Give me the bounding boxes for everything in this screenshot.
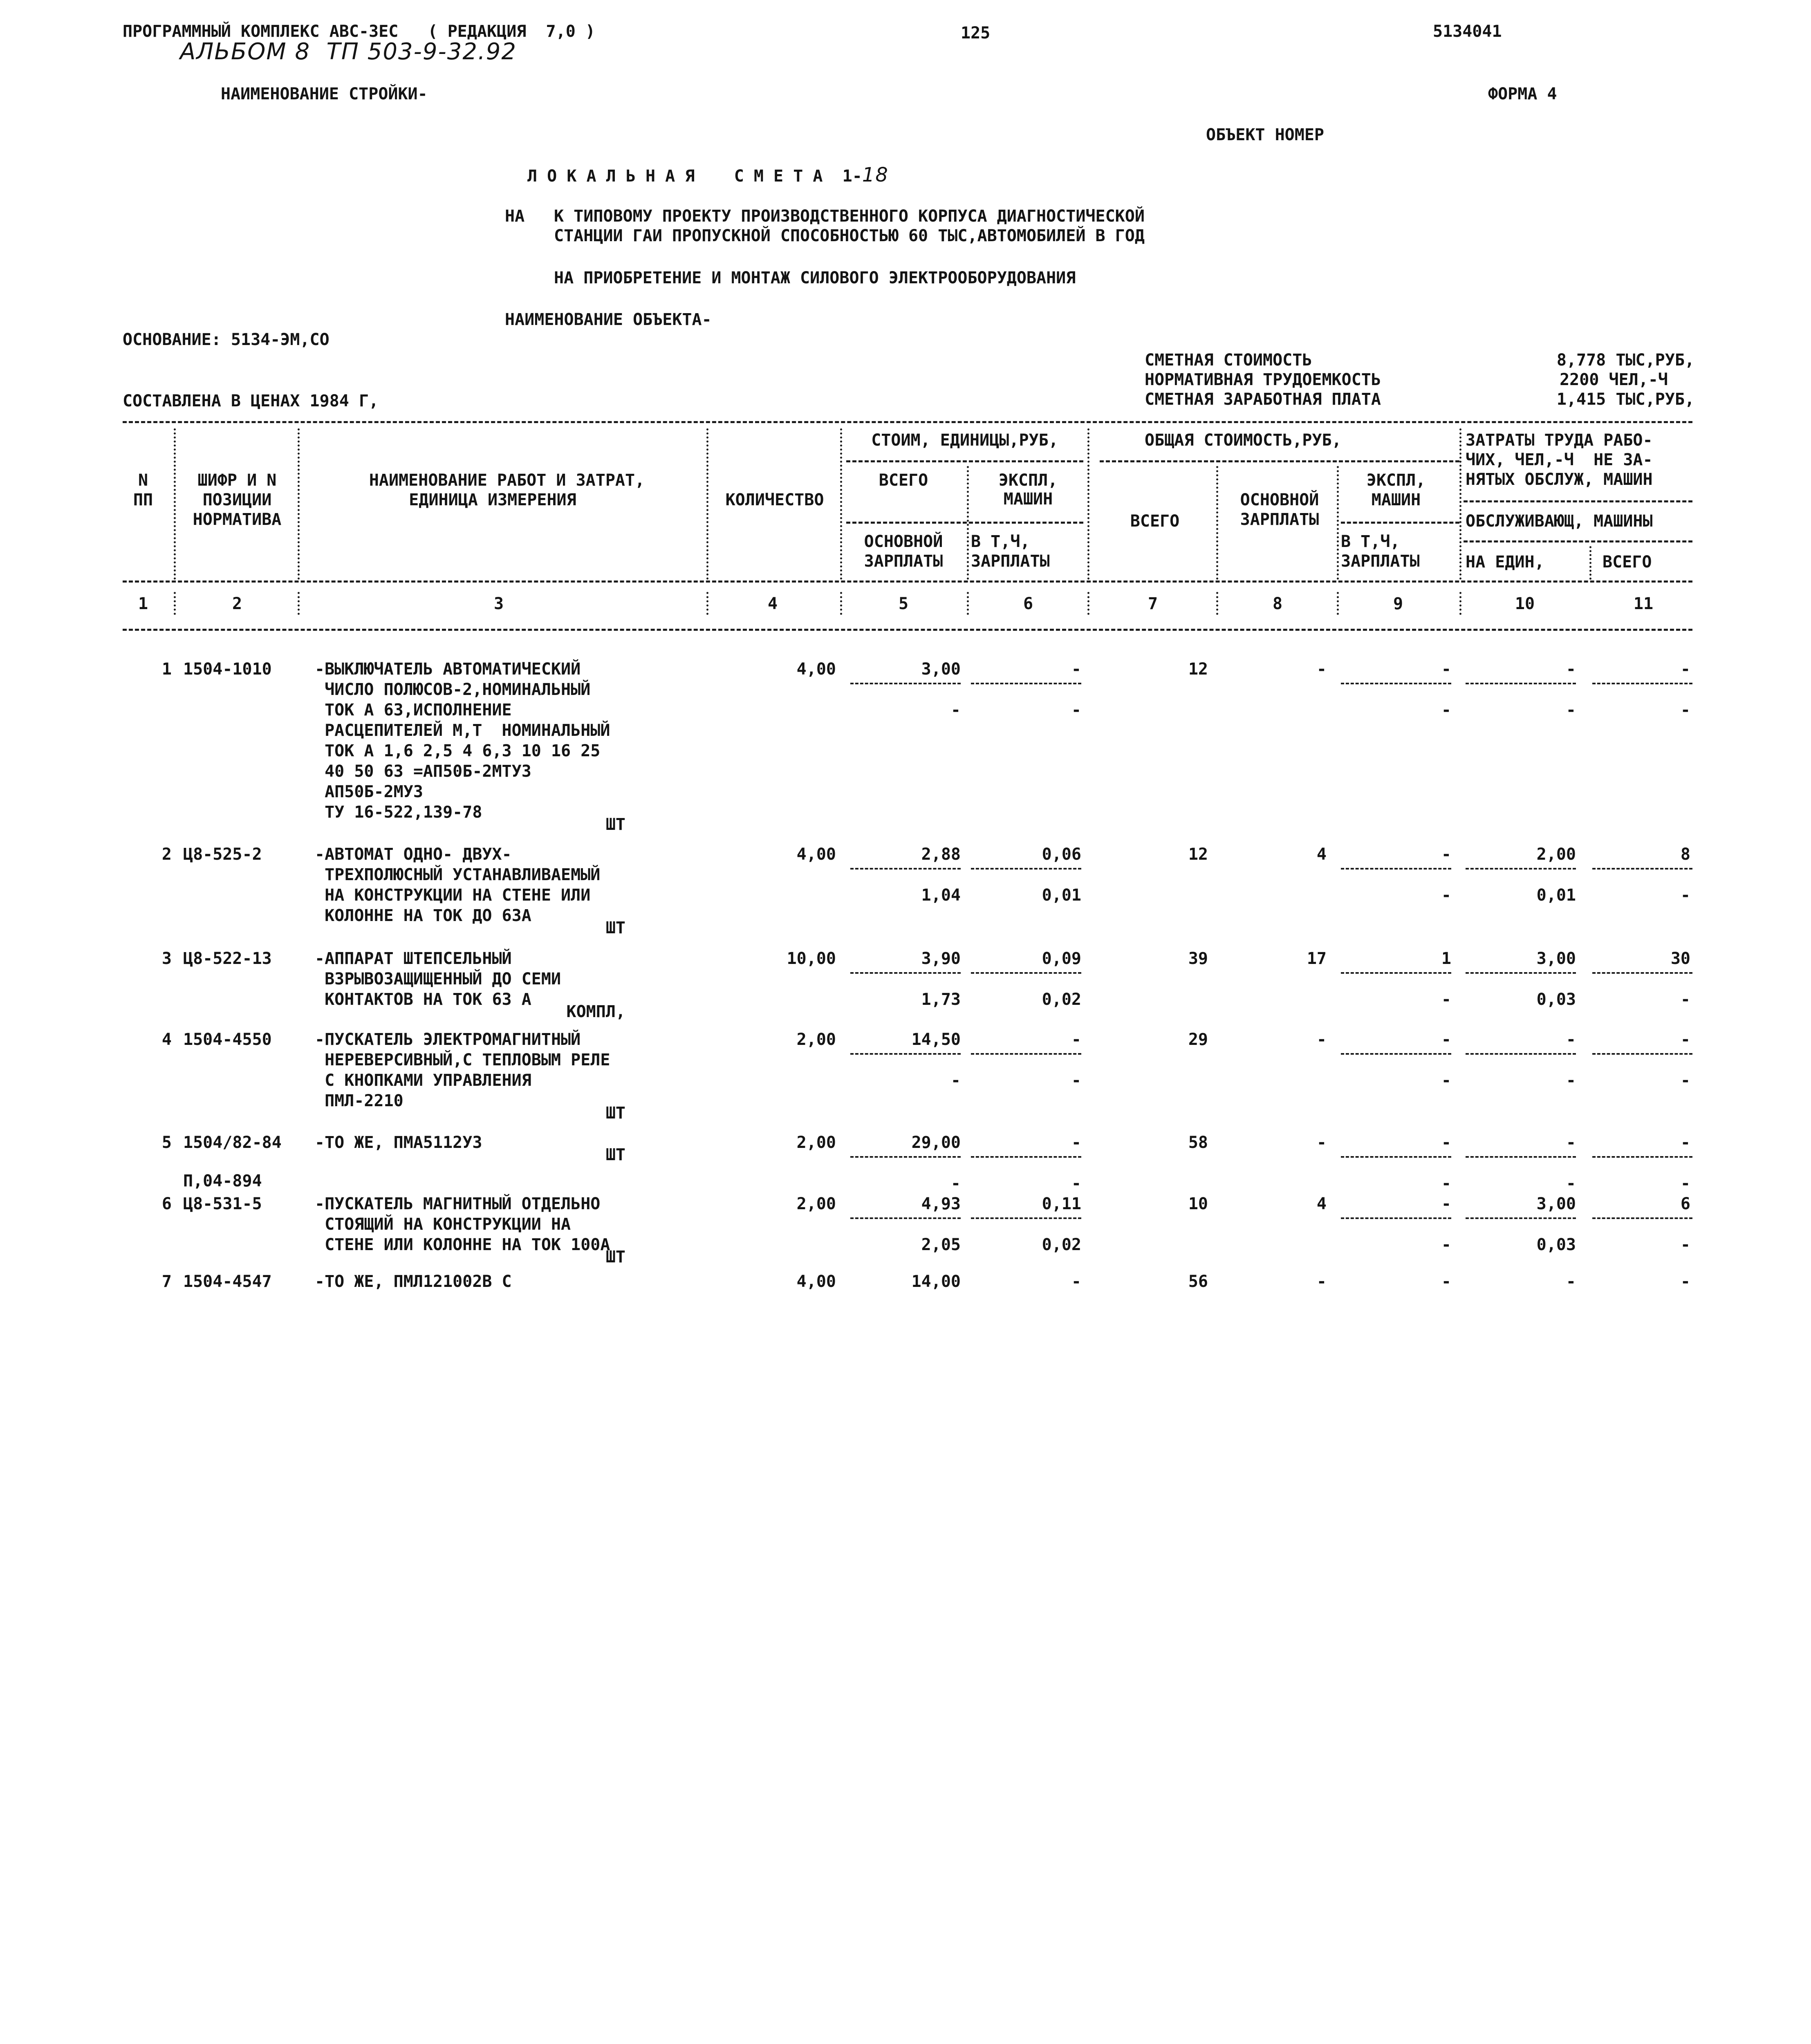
col-n-label: N [138,471,148,490]
row-c11: - [1680,1133,1690,1152]
row-name-line: АП50Б-2МУ3 [315,782,423,801]
row-c9b: - [1441,701,1451,719]
row-c11b: - [1680,886,1690,905]
row-c9b: - [1441,1174,1451,1193]
col-tc-basic-label-2: ЗАРПЛАТЫ [1240,510,1319,529]
col-labor-unit-label: НА ЕДИН, [1466,553,1544,572]
row-c11b: - [1680,1235,1690,1254]
title-line-2: СТАНЦИИ ГАИ ПРОПУСКНОЙ СПОСОБНОСТЬЮ 60 ТЫС,АВТОМОБИЛЕЙ В ГОД [554,226,1145,245]
row-c11: 8 [1680,845,1690,864]
col-sep [1087,592,1089,615]
row-c5: 3,00 [921,660,961,679]
row-quantity: 2,00 [796,1195,836,1213]
cell-underline [850,683,961,684]
row-code: Ц8-531-5 [183,1195,262,1213]
row-c11: - [1680,1272,1690,1291]
row-c5: 14,00 [911,1272,961,1291]
row-code: Ц8-522-13 [183,949,272,968]
row-name-line: НА КОНСТРУКЦИИ НА СТЕНЕ ИЛИ [315,886,591,905]
col-sep [174,428,176,580]
col-sep [1337,466,1339,580]
row-name-line: ТОК А 1,6 2,5 4 6,3 10 16 25 [315,742,601,760]
form-label: ФОРМА 4 [1488,85,1557,103]
col-code-label-2: ПОЗИЦИИ [202,491,272,509]
row-c11: 30 [1670,949,1690,968]
col-tc-expl-label: ЭКСПЛ, [1366,471,1426,490]
row-c11b: - [1680,1071,1690,1090]
row-c9: - [1441,1195,1451,1213]
row-name-line: -ТО ЖЕ, ПМЛ121002В С [315,1272,512,1291]
row-c6b: - [1071,701,1081,719]
col-sep [1087,428,1089,580]
col-sep [1459,592,1461,615]
row-c5: 14,50 [911,1030,961,1049]
tc-sub-rule-2 [1341,522,1459,524]
row-name-line: ТРЕХПОЛЮСНЫЙ УСТАНАВЛИВАЕМЫЙ [315,865,601,884]
row-c10: 3,00 [1536,949,1576,968]
summary-value-labor: 2200 ЧЕЛ,-Ч [1560,370,1668,389]
col-number: 9 [1393,594,1403,613]
row-name-line: ПМЛ-2210 [315,1091,403,1110]
cell-underline [1466,683,1576,684]
row-c11: - [1680,660,1690,679]
row-unit: ШТ [605,1104,625,1123]
row-code: Ц8-525-2 [183,845,262,864]
header-mid-rule [123,580,1692,583]
price-basis-line: СОСТАВЛЕНА В ЦЕНАХ 1984 Г, [123,392,379,410]
col-total-cost-label: ОБЩАЯ СТОИМОСТЬ,РУБ, [1145,431,1342,450]
row-c6: - [1071,660,1081,679]
row-c6b: - [1071,1174,1081,1193]
col-sep [1459,428,1461,580]
cell-underline [971,972,1081,974]
labor-sub-rule-2 [1464,540,1692,542]
row-unit: ШТ [605,919,625,937]
row-c11b: - [1680,990,1690,1009]
row-c9: - [1441,1133,1451,1152]
row-c8: - [1316,1133,1327,1152]
row-name-line: -ПУСКАТЕЛЬ ЭЛЕКТРОМАГНИТНЫЙ [315,1030,581,1049]
row-c9: - [1441,845,1451,864]
summary-label-cost: СМЕТНАЯ СТОИМОСТЬ [1145,351,1312,370]
row-unit: ШТ [605,1248,625,1266]
title-line-3: НА ПРИОБРЕТЕНИЕ И МОНТАЖ СИЛОВОГО ЭЛЕКТРООБОРУДОВАНИЯ [554,269,1076,287]
cell-underline [971,683,1081,684]
row-unit: КОМПЛ, [566,1002,625,1021]
cell-underline [1341,972,1451,974]
cell-underline [1341,868,1451,870]
col-code-label: ШИФР И N [197,471,277,490]
row-c9b: - [1441,886,1451,905]
row-name-line: ВЗРЫВОЗАЩИЩЕННЫЙ ДО СЕМИ [315,970,561,988]
row-quantity: 4,00 [796,1272,836,1291]
cell-underline [1466,1156,1576,1158]
summary-label-labor: НОРМАТИВНАЯ ТРУДОЕМКОСТЬ [1145,370,1381,389]
row-name-line: -ВЫКЛЮЧАТЕЛЬ АВТОМАТИЧЕСКИЙ [315,660,581,679]
cell-underline [1466,972,1576,974]
cell-underline [971,868,1081,870]
col-n-label-2: ПП [133,491,153,509]
title-na: НА [505,207,525,226]
cell-underline [850,972,961,974]
cell-underline [1341,683,1451,684]
row-c10: 2,00 [1536,845,1576,864]
row-c10b: - [1566,1071,1576,1090]
cell-underline [1592,1217,1692,1219]
row-name-line: РАСЦЕПИТЕЛЕЙ М,Т НОМИНАЛЬНЫЙ [315,721,610,740]
col-sep [1337,592,1339,615]
row-c10: - [1566,660,1576,679]
basis-line: ОСНОВАНИЕ: 5134-ЭМ,СО [123,330,329,349]
summary-value-wages: 1,415 ТЫС,РУБ, [1556,390,1694,409]
col-number: 5 [898,594,909,613]
col-sep [174,592,176,615]
col-code-label-3: НОРМАТИВА [193,510,282,529]
cell-underline [1592,1053,1692,1055]
row-c8: - [1316,1030,1327,1049]
tc-sub-rule [1100,460,1459,462]
col-number: 10 [1515,594,1535,613]
col-number: 6 [1023,594,1033,613]
album-handwritten-note: АЛЬБОМ 8 ТП 503-9-32.92 [180,38,517,65]
cell-underline [850,1156,961,1158]
col-sep [706,592,708,615]
row-name-line: 40 50 63 =АП50Б-2МТУ3 [315,762,531,781]
cell-underline [1341,1053,1451,1055]
object-name-label: НАИМЕНОВАНИЕ ОБЪЕКТА- [505,310,712,329]
row-code: 1504-4547 [183,1272,272,1291]
row-number: 2 [161,845,172,864]
row-c7: 12 [1188,845,1208,864]
row-c8: 4 [1316,845,1327,864]
row-number: 3 [161,949,172,968]
col-name-label: НАИМЕНОВАНИЕ РАБОТ И ЗАТРАТ, [369,471,645,490]
cell-underline [971,1053,1081,1055]
col-uc-expl-label-2: МАШИН [1003,490,1053,509]
row-c6b: - [1071,1071,1081,1090]
row-c9b: - [1441,990,1451,1009]
row-c8: 4 [1316,1195,1327,1213]
col-labor-label: ЗАТРАТЫ ТРУДА РАБО- [1466,431,1653,450]
col-uc-incl-label-2: ЗАРПЛАТЫ [971,552,1050,571]
col-uc-basic-label-2: ЗАРПЛАТЫ [864,552,943,571]
col-number: 2 [232,594,242,613]
cell-underline [1592,683,1692,684]
col-sep [1216,592,1218,615]
row-code-prefix: П,04-894 [183,1172,262,1190]
row-c10: 3,00 [1536,1195,1576,1213]
row-quantity: 2,00 [796,1133,836,1152]
col-tc-incl-label: В Т,Ч, [1341,532,1400,551]
col-sep [1589,546,1591,580]
col-sep [840,428,842,580]
row-unit: ШТ [605,815,625,834]
row-c7: 39 [1188,949,1208,968]
row-c5b: - [950,1071,961,1090]
row-quantity: 10,00 [787,949,836,968]
row-name-line: -ТО ЖЕ, ПМА5112У3 [315,1133,482,1152]
row-number: 7 [161,1272,172,1291]
row-c9: 1 [1441,949,1451,968]
construction-label: НАИМЕНОВАНИЕ СТРОЙКИ- [221,85,428,103]
row-c9: - [1441,1272,1451,1291]
summary-label-wages: СМЕТНАЯ ЗАРАБОТНАЯ ПЛАТА [1145,390,1381,409]
cell-underline [1466,868,1576,870]
cell-underline [1341,1217,1451,1219]
uc-sub-rule-2 [846,522,1083,524]
row-code: 1504-1010 [183,660,272,679]
doc-code: 5134041 [1433,22,1502,41]
row-c8: - [1316,1272,1327,1291]
col-sep [298,592,300,615]
col-number: 1 [138,594,148,613]
row-c8: 17 [1307,949,1327,968]
row-name-line: НЕРЕВЕРСИВНЫЙ,С ТЕПЛОВЫМ РЕЛЕ [315,1051,610,1069]
col-sep [298,428,300,580]
row-c8: - [1316,660,1327,679]
row-c5b: 1,73 [921,990,961,1009]
row-c11: - [1680,1030,1690,1049]
col-labor-label-2: ЧИХ, ЧЕЛ,-Ч НЕ ЗА- [1466,450,1653,469]
col-name-label-2: ЕДИНИЦА ИЗМЕРЕНИЯ [409,491,576,509]
row-c7: 12 [1188,660,1208,679]
col-number: 8 [1272,594,1283,613]
row-name-line: ТУ 16-522,139-78 [315,803,482,822]
row-c6: 0,06 [1042,845,1081,864]
row-c9: - [1441,1030,1451,1049]
col-qty-label: КОЛИЧЕСТВО [725,491,824,509]
row-c6: - [1071,1030,1081,1049]
cell-underline [850,868,961,870]
row-c10b: 0,03 [1536,990,1576,1009]
col-tc-incl-label-2: ЗАРПЛАТЫ [1341,552,1420,571]
row-name-line: СТОЯЩИЙ НА КОНСТРУКЦИИ НА [315,1215,571,1234]
row-c9b: - [1441,1071,1451,1090]
col-sep [967,466,969,580]
header-bottom-rule [123,629,1692,631]
col-tc-basic-label: ОСНОВНОЙ [1240,491,1319,509]
row-c6: - [1071,1133,1081,1152]
row-c7: 10 [1188,1195,1208,1213]
row-c5b: 1,04 [921,886,961,905]
cell-underline [971,1217,1081,1219]
row-c11: 6 [1680,1195,1690,1213]
row-c6b: 0,01 [1042,886,1081,905]
row-c5b: - [950,701,961,719]
row-name-line: -ПУСКАТЕЛЬ МАГНИТНЫЙ ОТДЕЛЬНО [315,1195,601,1213]
cell-underline [1592,868,1692,870]
cell-underline [1466,1217,1576,1219]
row-quantity: 4,00 [796,845,836,864]
row-name-line: ЧИСЛО ПОЛЮСОВ-2,НОМИНАЛЬНЫЙ [315,680,591,699]
title-line-1: К ТИПОВОМУ ПРОЕКТУ ПРОИЗВОДСТВЕННОГО КОРПУСА ДИАГНОСТИЧЕСКОЙ [554,207,1145,226]
row-code: 1504/82-84 [183,1133,282,1152]
row-c6: 0,09 [1042,949,1081,968]
header-top-rule [123,421,1692,423]
row-c6b: 0,02 [1042,1235,1081,1254]
row-number: 4 [161,1030,172,1049]
program-line: ПРОГРАММНЫЙ КОМПЛЕКС АВС-ЗЕС ( РЕДАКЦИЯ 7,0 ) [123,22,595,41]
page-number: 125 [961,24,991,43]
row-c10: - [1566,1030,1576,1049]
row-c11b: - [1680,1174,1690,1193]
row-c10b: - [1566,1174,1576,1193]
col-sep [840,592,842,615]
cell-underline [1592,972,1692,974]
row-c10: - [1566,1133,1576,1152]
row-c10b: 0,01 [1536,886,1576,905]
col-number: 4 [767,594,778,613]
col-tc-expl-label-2: МАШИН [1371,491,1421,509]
row-c10b: - [1566,701,1576,719]
summary-value-cost: 8,778 ТЫС,РУБ, [1556,351,1694,370]
col-uc-total-label: ВСЕГО [879,471,928,490]
row-number: 5 [161,1133,172,1152]
col-uc-incl-label: В Т,Ч, [971,532,1030,551]
row-c10: - [1566,1272,1576,1291]
row-name-line: КОЛОННЕ НА ТОК ДО 63А [315,906,531,925]
row-number: 6 [161,1195,172,1213]
row-c9: - [1441,660,1451,679]
estimate-heading: Л О К А Л Ь Н А Я С М Е Т А 1-18 [527,164,889,186]
col-tc-total-label: ВСЕГО [1130,512,1180,531]
col-uc-basic-label: ОСНОВНОЙ [864,532,943,551]
row-name-line: СТЕНЕ ИЛИ КОЛОННЕ НА ТОК 100А [315,1235,610,1254]
cell-underline [1341,1156,1451,1158]
cell-underline [850,1053,961,1055]
row-name-line: -АВТОМАТ ОДНО- ДВУХ- [315,845,512,864]
col-sep [1216,466,1218,580]
cell-underline [971,1156,1081,1158]
labor-sub-rule [1464,500,1692,502]
col-uc-expl-label: ЭКСПЛ, [998,471,1058,490]
row-name-line: С КНОПКАМИ УПРАВЛЕНИЯ [315,1071,531,1090]
row-c5: 29,00 [911,1133,961,1152]
row-unit: ШТ [605,1145,625,1164]
row-name-line: -АППАРАТ ШТЕПСЕЛЬНЫЙ [315,949,512,968]
col-sep [706,428,708,580]
row-number: 1 [161,660,172,679]
col-labor-total-label: ВСЕГО [1603,553,1652,572]
row-c6b: 0,02 [1042,990,1081,1009]
col-sep [967,592,969,615]
row-c5b: - [950,1174,961,1193]
col-labor-label-3: НЯТЫХ ОБСЛУЖ, МАШИН [1466,470,1653,489]
row-code: 1504-4550 [183,1030,272,1049]
row-quantity: 4,00 [796,660,836,679]
row-c5b: 2,05 [921,1235,961,1254]
cell-underline [850,1217,961,1219]
row-c7: 29 [1188,1030,1208,1049]
row-quantity: 2,00 [796,1030,836,1049]
row-name-line: ТОК А 63,ИСПОЛНЕНИЕ [315,701,512,719]
col-number: 11 [1633,594,1654,613]
cell-underline [1466,1053,1576,1055]
col-unit-cost-label: СТОИМ, ЕДИНИЦЫ,РУБ, [871,431,1058,450]
row-c10b: 0,03 [1536,1235,1576,1254]
row-c5: 4,93 [921,1195,961,1213]
row-c5: 3,90 [921,949,961,968]
cell-underline [1592,1156,1692,1158]
uc-sub-rule [846,460,1083,462]
object-number-label: ОБЪЕКТ НОМЕР [1206,126,1324,144]
col-number: 7 [1148,594,1158,613]
col-number: 3 [493,594,504,613]
row-c6: - [1071,1272,1081,1291]
row-c11b: - [1680,701,1690,719]
row-c5: 2,88 [921,845,961,864]
row-c9b: - [1441,1235,1451,1254]
row-c7: 56 [1188,1272,1208,1291]
row-c6: 0,11 [1042,1195,1081,1213]
row-name-line: КОНТАКТОВ НА ТОК 63 А [315,990,531,1009]
col-labor-sub-label: ОБСЛУЖИВАЮЩ, МАШИНЫ [1466,512,1653,531]
row-c7: 58 [1188,1133,1208,1152]
